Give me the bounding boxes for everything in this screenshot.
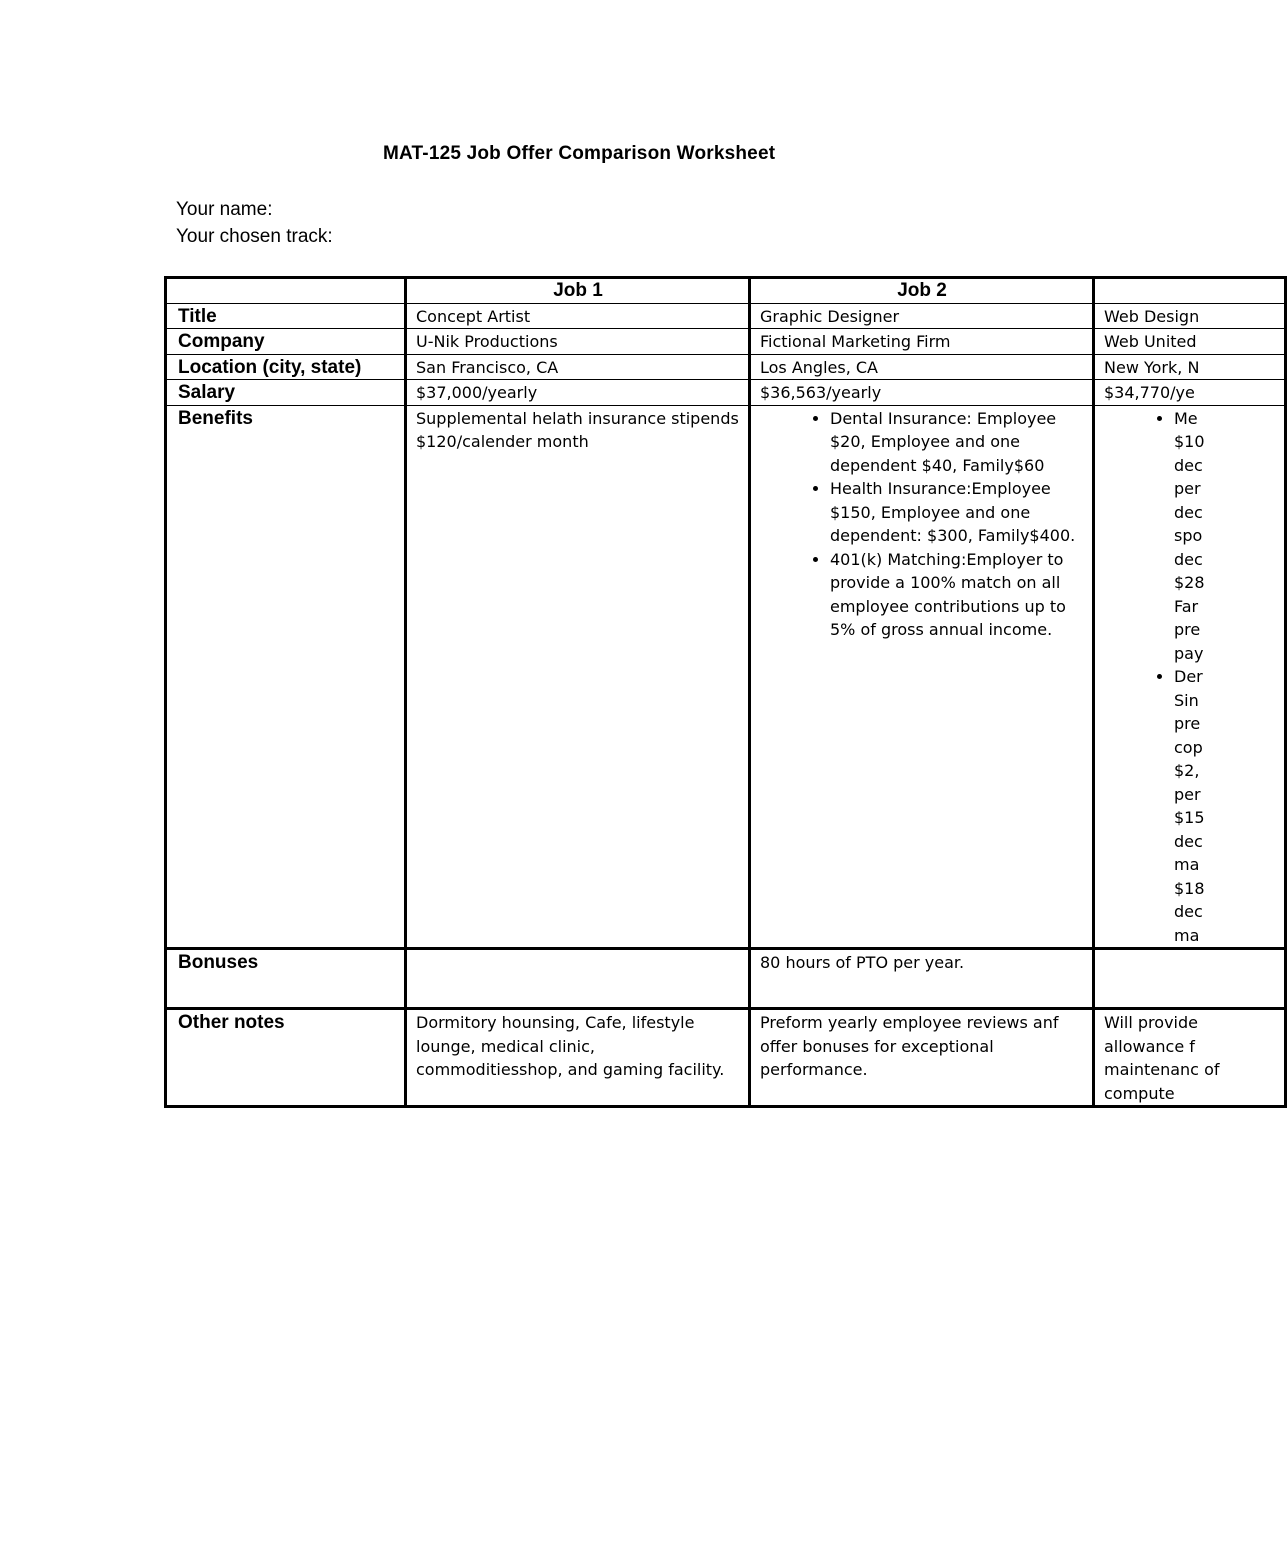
job2-benefits (750, 405, 1094, 949)
row-salary (166, 380, 1286, 406)
job3-benefits-list (1104, 407, 1276, 948)
job2-benefit-item: • 401(k) Matching:Employer to provide a 100% match on all employee contributions up to 5% of gross annual income. (830, 548, 1084, 642)
document-title: MAT-125 Job Offer Comparison Worksheet (383, 143, 776, 164)
job2-benefit-item: • Dental Insurance: Employee $20, Employee and one dependent $40, Family$60 (830, 407, 1084, 478)
job1-notes: Dormitory hounsing, Cafe, lifestyle lounge, medical clinic, commoditiesshop, and gaming facility. (406, 1009, 750, 1107)
job2-title: Graphic Designer (750, 303, 1094, 329)
job2-location: Los Angles, CA (750, 354, 1094, 380)
job2-salary: $36,563/yearly (750, 380, 1094, 406)
row-company (166, 329, 1286, 355)
label-title: Title (166, 303, 406, 329)
job3-benefit-item: • Der Sin pre cop $2, per $15 dec ma $18 dec ma (1174, 665, 1204, 947)
job2-notes: Preform yearly employee reviews anf offer bonuses for exceptional performance. (750, 1009, 1094, 1107)
label-salary: Salary (166, 380, 406, 406)
chosen-track-label: Your chosen track: (176, 226, 333, 247)
row-bonuses (166, 949, 1286, 1009)
job2-company: Fictional Marketing Firm (750, 329, 1094, 355)
row-notes (166, 1009, 1286, 1107)
comparison-table-container (164, 276, 1220, 1108)
row-title (166, 303, 1286, 329)
job2-benefit-item: • Health Insurance:Employee $150, Employee and one dependent: $300, Family$400. (830, 477, 1084, 548)
job3-benefits (1094, 405, 1286, 949)
header-job3 (1094, 278, 1286, 304)
label-location: Location (city, state) (166, 354, 406, 380)
job1-location: San Francisco, CA (406, 354, 750, 380)
job2-bonuses: 80 hours of PTO per year. (750, 949, 1094, 1009)
job3-bonuses (1094, 949, 1286, 1009)
job1-salary: $37,000/yearly (406, 380, 750, 406)
job3-title: Web Design (1094, 303, 1286, 329)
label-company: Company (166, 329, 406, 355)
label-notes: Other notes (166, 1009, 406, 1107)
header-row (166, 278, 1286, 304)
header-job1: Job 1 (406, 278, 750, 304)
job3-location: New York, N (1094, 354, 1286, 380)
job1-bonuses (406, 949, 750, 1009)
row-location (166, 354, 1286, 380)
label-bonuses: Bonuses (166, 949, 406, 1009)
row-benefits (166, 405, 1286, 949)
job2-benefits-list (760, 407, 1084, 642)
job1-title: Concept Artist (406, 303, 750, 329)
job3-benefit-item: • Me $10 dec per dec spo dec $28 Far pre pay (1174, 407, 1204, 666)
label-benefits: Benefits (166, 405, 406, 949)
job3-notes: Will provide allowance f maintenanc of compute (1094, 1009, 1286, 1107)
comparison-table (164, 276, 1287, 1108)
job3-salary: $34,770/ye (1094, 380, 1286, 406)
job1-company: U-Nik Productions (406, 329, 750, 355)
header-cell-empty (166, 278, 406, 304)
job3-company: Web United (1094, 329, 1286, 355)
job1-benefits: Supplemental helath insurance stipends $120/calender month (406, 405, 750, 949)
your-name-label: Your name: (176, 199, 273, 220)
header-job2: Job 2 (750, 278, 1094, 304)
